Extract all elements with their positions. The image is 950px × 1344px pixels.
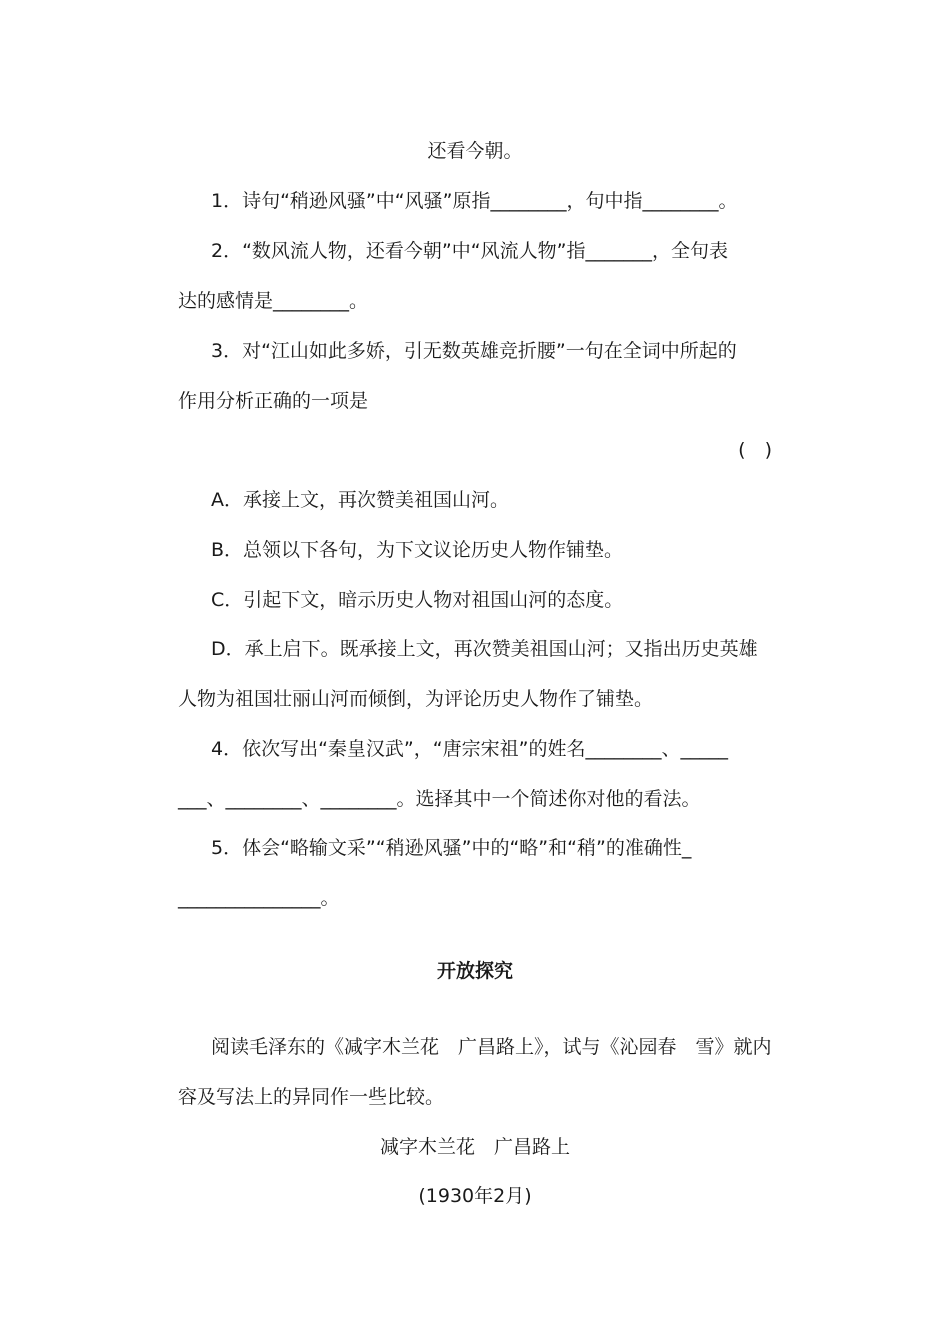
poem-title: 减字木兰花 广昌路上: [379, 1136, 570, 1158]
option-a: A．承接上文，再次赞美祖国山河。: [211, 489, 509, 511]
option-d-line-1: D．承上启下。既承接上文，再次赞美祖国山河；又指出历史英雄: [211, 638, 758, 660]
question-4-line-1: 4．依次写出“秦皇汉武”，“唐宗宋祖”的姓名________、_____: [211, 738, 728, 760]
answer-parentheses: ( ): [738, 439, 772, 461]
option-b: B．总领以下各句，为下文议论历史人物作铺垫。: [211, 539, 624, 561]
intro-line-2: 容及写法上的异同作一些比较。: [178, 1086, 445, 1108]
option-c: C．引起下文，暗示历史人物对祖国山河的态度。: [211, 589, 624, 611]
poem-closing-line: 还看今朝。: [427, 140, 523, 162]
section-title: 开放探究: [436, 960, 513, 982]
question-4-line-2: ___、________、________。选择其中一个简述你对他的看法。: [178, 788, 701, 810]
intro-line-1: 阅读毛泽东的《减字木兰花 广昌路上》，试与《沁园春 雪》就内: [211, 1036, 772, 1058]
question-1: 1．诗句“稍逊风骚”中“风骚”原指________，句中指________。: [211, 190, 738, 212]
question-5-line-2: _______________。: [178, 887, 340, 909]
question-5-line-1: 5．体会“略输文采”“稍逊风骚”中的“略”和“稍”的准确性_: [211, 837, 692, 859]
option-d-line-2: 人物为祖国壮丽山河而倾倒，为评论历史人物作了铺垫。: [178, 688, 654, 710]
question-3-line-2: 作用分析正确的一项是: [178, 390, 369, 412]
poem-date: (1930年2月): [418, 1185, 532, 1207]
question-2-line-1: 2．“数风流人物，还看今朝”中“风流人物”指_______，全句表: [211, 240, 728, 262]
question-3-line-1: 3．对“江山如此多娇，引无数英雄竞折腰”一句在全词中所起的: [211, 340, 737, 362]
question-2-line-2: 达的感情是________。: [178, 290, 369, 312]
